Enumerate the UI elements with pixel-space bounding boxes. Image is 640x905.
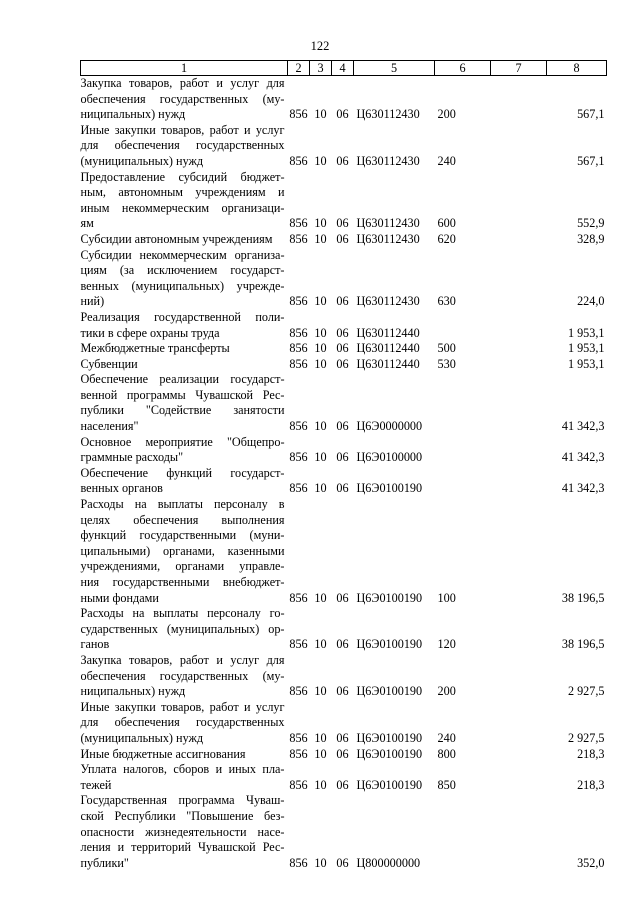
col-7-value [491, 248, 547, 310]
expense-type-code: 200 [437, 684, 456, 699]
table-row [81, 606, 607, 653]
header-col-8: 8 [547, 61, 607, 76]
expense-type-code [435, 310, 491, 341]
description-line: тики в сфере охраны труда [80, 325, 220, 340]
subsection-code: 06 [336, 107, 349, 122]
subsection-code: 06 [336, 216, 349, 231]
description-line: для обеспечения государственных [80, 715, 285, 730]
description-line: учреждениями, органами управле- [80, 559, 285, 574]
expense-type-code: 850 [437, 777, 456, 792]
expense-type-code: 240 [437, 153, 456, 168]
row-description [81, 123, 288, 170]
ministry-code: 856 [289, 419, 308, 434]
table-row [81, 341, 607, 357]
section-code: 10 [314, 294, 327, 309]
section-code: 10 [314, 450, 327, 465]
description-line: ления и территорий Чувашской Рес- [80, 840, 285, 855]
table-header [81, 61, 607, 76]
description-line: Реализация государственной поли- [80, 309, 285, 324]
ministry-code: 856 [289, 855, 308, 870]
table-row [81, 466, 607, 497]
description-line: (муниципальных) нужд [80, 153, 204, 168]
expense-type-code [435, 793, 491, 871]
target-article-code: Ц6Э0100000 [356, 450, 423, 465]
description-line: иным некоммерческим организаци- [80, 200, 285, 215]
expense-type-code: 100 [437, 590, 456, 605]
subsection-code: 06 [336, 590, 349, 605]
target-article-code: Ц630112430 [356, 107, 420, 122]
target-article-code: Ц630112430 [356, 294, 420, 309]
header-col-3: 3 [310, 61, 332, 76]
row-description [81, 747, 288, 763]
subsection-code: 06 [336, 637, 349, 652]
target-article-code: Ц630112440 [356, 341, 420, 356]
col-7-value [491, 747, 547, 763]
description-line: Обеспечение реализации государст- [80, 372, 285, 387]
description-line: ния государственными внебюджет- [80, 575, 285, 589]
description-line: Расходы на выплаты персоналу в [80, 497, 285, 512]
amount-value: 2 927,5 [567, 730, 605, 745]
section-code: 10 [314, 777, 327, 792]
section-code: 10 [314, 730, 327, 745]
expense-type-code: 120 [437, 637, 456, 652]
section-code: 10 [314, 684, 327, 699]
description-line: тежей [80, 777, 112, 792]
section-code: 10 [314, 746, 327, 761]
amount-value: 41 342,3 [561, 450, 605, 465]
row-description [81, 76, 288, 123]
row-description [81, 466, 288, 497]
description-line: ний) [80, 294, 105, 309]
target-article-code: Ц630112440 [356, 356, 420, 371]
description-line: венной программы Чувашской Рес- [80, 387, 285, 402]
target-article-code: Ц630112430 [356, 216, 420, 231]
table-row [81, 700, 607, 747]
ministry-code: 856 [289, 450, 308, 465]
page-number: 122 [310, 39, 330, 53]
description-line: публики "Содействие занятости [80, 403, 285, 418]
description-line: венных (муниципальных) учрежде- [80, 278, 285, 293]
row-description [81, 606, 288, 653]
ministry-code: 856 [289, 684, 308, 699]
description-line: опасности жизнедеятельности насе- [80, 824, 285, 839]
amount-value: 328,9 [577, 231, 605, 246]
ministry-code: 856 [289, 590, 308, 605]
subsection-code: 06 [336, 730, 349, 745]
amount-value: 218,3 [577, 777, 605, 792]
section-code: 10 [314, 590, 327, 605]
table-row [81, 762, 607, 793]
description-line: Основное мероприятие "Общепро- [80, 434, 285, 449]
expense-type-code [435, 466, 491, 497]
section-code: 10 [314, 855, 327, 870]
section-code: 10 [314, 107, 327, 122]
header-col-6: 6 [435, 61, 491, 76]
amount-value: 38 196,5 [561, 637, 605, 652]
target-article-code: Ц6Э0100190 [356, 637, 423, 652]
amount-value: 352,0 [577, 855, 605, 870]
amount-value: 567,1 [577, 107, 605, 122]
section-code: 10 [314, 419, 327, 434]
amount-value: 218,3 [577, 746, 605, 761]
col-7-value [491, 232, 547, 248]
subsection-code: 06 [336, 356, 349, 371]
table-row [81, 653, 607, 700]
ministry-code: 856 [289, 481, 308, 496]
subsection-code: 06 [336, 684, 349, 699]
target-article-code: Ц6Э0100190 [356, 481, 423, 496]
amount-value: 1 953,1 [567, 356, 605, 371]
section-code: 10 [314, 481, 327, 496]
description-line: циям (за исключением государст- [80, 263, 285, 278]
table-row [81, 310, 607, 341]
table-row [81, 248, 607, 310]
ministry-code: 856 [289, 730, 308, 745]
expense-type-code: 500 [437, 341, 456, 356]
budget-table [80, 60, 607, 871]
col-7-value [491, 341, 547, 357]
table-row [81, 123, 607, 170]
amount-value: 2 927,5 [567, 684, 605, 699]
row-description [81, 357, 288, 373]
description-line: ниципальных) нужд [80, 684, 186, 699]
col-7-value [491, 310, 547, 341]
row-description [81, 170, 288, 232]
description-line: обеспечения государственных (му- [80, 668, 285, 683]
table-row [81, 76, 607, 123]
col-7-value [491, 497, 547, 606]
table-row [81, 497, 607, 606]
ministry-code: 856 [289, 777, 308, 792]
description-line: Иные бюджетные ассигнования [80, 746, 246, 761]
subsection-code: 06 [336, 153, 349, 168]
amount-value: 1 953,1 [567, 341, 605, 356]
expense-type-code: 200 [437, 107, 456, 122]
target-article-code: Ц800000000 [356, 855, 421, 870]
ministry-code: 856 [289, 356, 308, 371]
ministry-code: 856 [289, 216, 308, 231]
amount-value: 552,9 [577, 216, 605, 231]
description-line: целях обеспечения выполнения [80, 512, 285, 527]
description-line: Уплата налогов, сборов и иных пла- [80, 762, 285, 777]
col-7-value [491, 357, 547, 373]
target-article-code: Ц630112430 [356, 231, 420, 246]
col-7-value [491, 762, 547, 793]
section-code: 10 [314, 356, 327, 371]
description-line: Субсидии некоммерческим организа- [80, 247, 285, 262]
ministry-code: 856 [289, 637, 308, 652]
subsection-code: 06 [336, 325, 349, 340]
description-line: Субвенции [80, 356, 138, 371]
description-line: Государственная программа Чуваш- [80, 793, 285, 808]
expense-type-code: 530 [437, 356, 456, 371]
expense-type-code [435, 435, 491, 466]
description-line: Закупка товаров, работ и услуг для [80, 76, 285, 90]
expense-type-code: 620 [437, 231, 456, 246]
section-code: 10 [314, 231, 327, 246]
section-code: 10 [314, 637, 327, 652]
col-7-value [491, 76, 547, 123]
col-7-value [491, 793, 547, 871]
description-line: Иные закупки товаров, работ и услуг [80, 122, 285, 137]
subsection-code: 06 [336, 481, 349, 496]
description-line: Иные закупки товаров, работ и услуг [80, 699, 285, 714]
description-line: Закупка товаров, работ и услуг для [80, 652, 285, 667]
table-row [81, 747, 607, 763]
section-code: 10 [314, 153, 327, 168]
row-description [81, 372, 288, 434]
row-description [81, 232, 288, 248]
description-line: ганов [80, 637, 110, 652]
section-code: 10 [314, 325, 327, 340]
description-line: Субсидии автономным учреждениям [80, 231, 273, 246]
target-article-code: Ц6Э0000000 [356, 419, 423, 434]
description-line: Межбюджетные трансферты [80, 341, 230, 356]
target-article-code: Ц6Э0100190 [356, 684, 423, 699]
subsection-code: 06 [336, 294, 349, 309]
table-row [81, 357, 607, 373]
subsection-code: 06 [336, 855, 349, 870]
description-line: ным, автономным учреждениям и [80, 185, 285, 200]
description-line: ными фондами [80, 590, 159, 605]
col-7-value [491, 170, 547, 232]
subsection-code: 06 [336, 450, 349, 465]
description-line: ской Республики "Повышение без- [80, 808, 285, 823]
table-row [81, 232, 607, 248]
row-description [81, 700, 288, 747]
ministry-code: 856 [289, 325, 308, 340]
target-article-code: Ц6Э0100190 [356, 746, 423, 761]
col-7-value [491, 123, 547, 170]
description-line: ципальными) органами, казенными [80, 543, 285, 558]
col-7-value [491, 466, 547, 497]
table-row [81, 372, 607, 434]
col-7-value [491, 372, 547, 434]
description-line: для обеспечения государственных [80, 138, 285, 153]
description-line: сударственных (муниципальных) ор- [80, 621, 285, 636]
table-row [81, 435, 607, 466]
header-col-2: 2 [288, 61, 310, 76]
target-article-code: Ц630112430 [356, 153, 420, 168]
amount-value: 41 342,3 [561, 481, 605, 496]
description-line: функций государственными (муни- [80, 528, 285, 543]
expense-type-code: 630 [437, 294, 456, 309]
amount-value: 567,1 [577, 153, 605, 168]
subsection-code: 06 [336, 231, 349, 246]
description-line: Обеспечение функций государст- [80, 465, 285, 480]
target-article-code: Ц630112440 [356, 325, 420, 340]
description-line: граммные расходы" [80, 450, 184, 465]
col-7-value [491, 700, 547, 747]
description-line: населения" [80, 419, 139, 434]
subsection-code: 06 [336, 419, 349, 434]
description-line: венных органов [80, 481, 163, 496]
row-description [81, 793, 288, 871]
expense-type-code: 800 [437, 746, 456, 761]
row-description [81, 497, 288, 606]
row-description [81, 341, 288, 357]
target-article-code: Ц6Э0100190 [356, 730, 423, 745]
table-row [81, 170, 607, 232]
col-7-value [491, 435, 547, 466]
ministry-code: 856 [289, 231, 308, 246]
section-code: 10 [314, 216, 327, 231]
row-description [81, 653, 288, 700]
row-description [81, 248, 288, 310]
header-col-4: 4 [332, 61, 354, 76]
expense-type-code [435, 372, 491, 434]
target-article-code: Ц6Э0100190 [356, 777, 423, 792]
header-col-7: 7 [491, 61, 547, 76]
subsection-code: 06 [336, 777, 349, 792]
col-7-value [491, 606, 547, 653]
col-7-value [491, 653, 547, 700]
table-row [81, 793, 607, 871]
row-description [81, 310, 288, 341]
target-article-code: Ц6Э0100190 [356, 590, 423, 605]
ministry-code: 856 [289, 341, 308, 356]
description-line: ям [80, 216, 94, 231]
description-line: Расходы на выплаты персоналу го- [80, 606, 285, 621]
expense-type-code: 600 [437, 216, 456, 231]
row-description [81, 762, 288, 793]
section-code: 10 [314, 341, 327, 356]
description-line: Предоставление субсидий бюджет- [80, 169, 285, 184]
ministry-code: 856 [289, 746, 308, 761]
table-body [81, 76, 607, 872]
expense-type-code: 240 [437, 730, 456, 745]
description-line: (муниципальных) нужд [80, 730, 204, 745]
description-line: ниципальных) нужд [80, 107, 186, 122]
header-col-1: 1 [81, 61, 288, 76]
description-line: обеспечения государственных (му- [80, 91, 285, 106]
description-line: публики" [80, 855, 129, 870]
row-description [81, 435, 288, 466]
subsection-code: 06 [336, 341, 349, 356]
ministry-code: 856 [289, 153, 308, 168]
subsection-code: 06 [336, 746, 349, 761]
ministry-code: 856 [289, 294, 308, 309]
amount-value: 1 953,1 [567, 325, 605, 340]
amount-value: 224,0 [577, 294, 605, 309]
amount-value: 41 342,3 [561, 419, 605, 434]
ministry-code: 856 [289, 107, 308, 122]
header-col-5: 5 [354, 61, 435, 76]
amount-value: 38 196,5 [561, 590, 605, 605]
